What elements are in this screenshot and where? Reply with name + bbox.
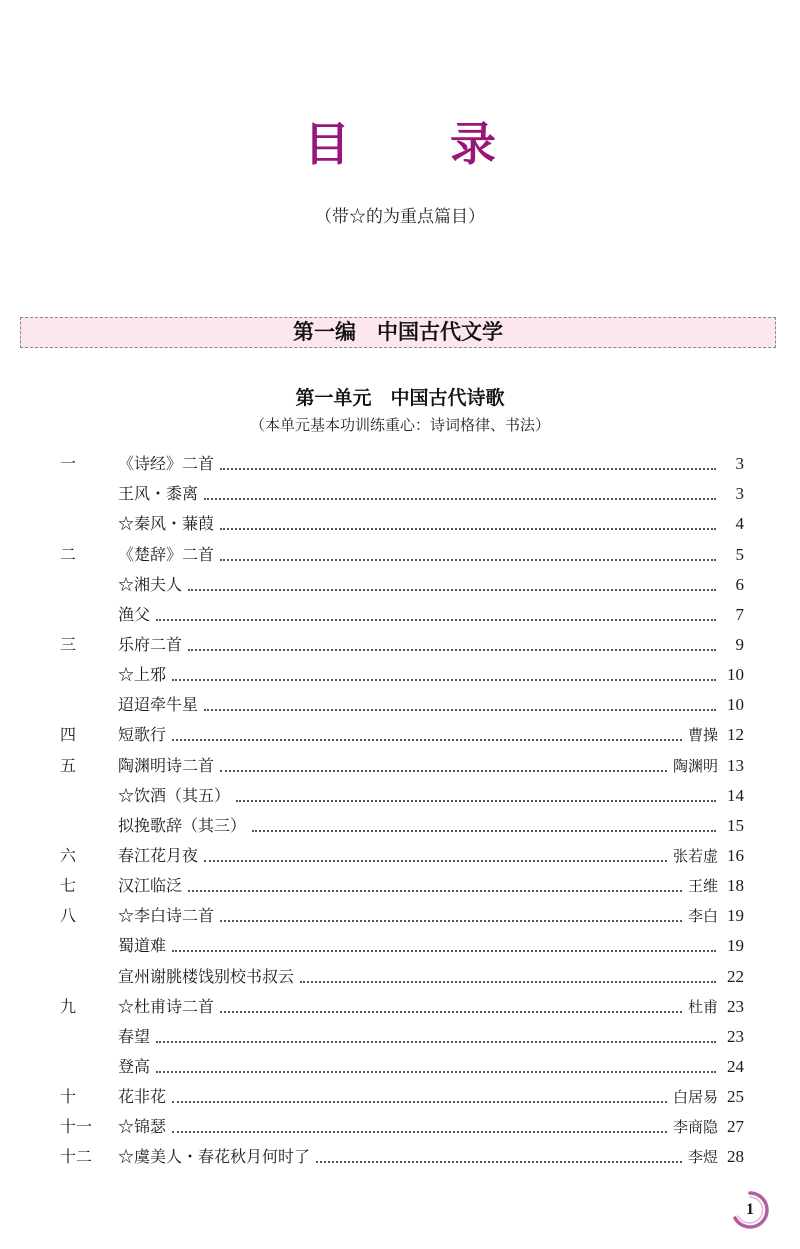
entry-author: 李商隐 xyxy=(672,1118,718,1137)
entry-author: 陶渊明 xyxy=(672,756,718,775)
dot-leader xyxy=(220,1011,682,1013)
toc-entry xyxy=(60,927,744,957)
toc-entry xyxy=(60,445,744,475)
dot-leader xyxy=(236,800,716,802)
toc-entry xyxy=(60,505,744,535)
entry-title: ☆湘夫人 xyxy=(118,574,183,594)
dot-leader xyxy=(156,619,716,621)
entry-title: ☆上邪 xyxy=(118,665,167,685)
table-of-contents xyxy=(60,445,744,1168)
entry-author: 曹操 xyxy=(687,726,718,745)
entry-number: 二 xyxy=(60,544,77,564)
page-title: 目录 xyxy=(304,117,596,171)
toc-entry xyxy=(60,686,744,716)
entry-page: 18 xyxy=(727,876,744,896)
entry-page: 12 xyxy=(727,725,744,745)
entry-number: 五 xyxy=(60,755,77,775)
entry-page: 10 xyxy=(727,665,744,685)
dot-leader xyxy=(220,528,716,530)
entry-author: 李白 xyxy=(687,907,718,926)
entry-number: 八 xyxy=(60,906,77,926)
entry-title: 《楚辞》二首 xyxy=(118,544,215,564)
entry-title: ☆饮酒（其五） xyxy=(118,785,231,805)
entry-title: 迢迢牵牛星 xyxy=(118,695,199,715)
toc-entry xyxy=(60,1018,744,1048)
page-number-badge xyxy=(730,1190,770,1230)
entry-title: 春江花月夜 xyxy=(118,845,199,865)
toc-entry xyxy=(60,777,744,807)
entry-author: 杜甫 xyxy=(687,997,718,1016)
toc-entry xyxy=(60,807,744,837)
entry-number: 一 xyxy=(60,454,77,474)
entry-title: ☆杜甫诗二首 xyxy=(118,996,215,1016)
entry-page: 24 xyxy=(727,1056,744,1076)
dot-leader xyxy=(172,1101,667,1103)
entry-title: 春望 xyxy=(118,1026,151,1046)
entry-title: 登高 xyxy=(118,1056,151,1076)
dot-leader xyxy=(172,739,682,741)
entry-number: 六 xyxy=(60,845,77,865)
entry-page: 16 xyxy=(727,845,744,865)
entry-page: 28 xyxy=(727,1147,744,1167)
page-subtitle: （带☆的为重点篇目） xyxy=(315,207,485,227)
entry-title: 乐府二首 xyxy=(118,634,183,654)
dot-leader xyxy=(220,770,667,772)
entry-author: 张若虚 xyxy=(672,846,718,865)
entry-title: 宣州谢朓楼饯别校书叔云 xyxy=(118,966,295,986)
entry-title: 汉江临泛 xyxy=(118,876,183,896)
entry-page: 19 xyxy=(727,936,744,956)
entry-page: 10 xyxy=(727,695,744,715)
toc-entry xyxy=(60,837,744,867)
entry-author: 王维 xyxy=(687,877,718,896)
entry-page: 9 xyxy=(735,634,744,654)
entry-page: 3 xyxy=(735,484,744,504)
entry-number: 十一 xyxy=(60,1117,93,1137)
toc-entry xyxy=(60,716,744,746)
toc-entry xyxy=(60,957,744,987)
toc-entry xyxy=(60,1108,744,1138)
entry-number: 四 xyxy=(60,725,77,745)
entry-title: 蜀道难 xyxy=(118,936,167,956)
entry-number: 九 xyxy=(60,996,77,1016)
entry-title: 短歌行 xyxy=(118,725,167,745)
dot-leader xyxy=(172,679,716,681)
unit-title: 第一单元 中国古代诗歌 xyxy=(295,387,505,409)
entry-page: 14 xyxy=(727,785,744,805)
dot-leader xyxy=(316,1161,682,1163)
entry-title: 陶渊明诗二首 xyxy=(118,755,215,775)
entry-author: 白居易 xyxy=(672,1088,718,1107)
entry-title: ☆李白诗二首 xyxy=(118,906,215,926)
dot-leader xyxy=(172,950,716,952)
toc-entry xyxy=(60,535,744,565)
entry-title: ☆秦风・蒹葭 xyxy=(118,514,215,534)
entry-page: 22 xyxy=(727,966,744,986)
entry-author: 李煜 xyxy=(687,1148,718,1167)
dot-leader xyxy=(172,1131,667,1133)
entry-page: 4 xyxy=(735,514,744,534)
toc-entry xyxy=(60,1048,744,1078)
entry-title: 王风・黍离 xyxy=(118,484,199,504)
entry-title: 渔父 xyxy=(118,604,151,624)
dot-leader xyxy=(156,1041,716,1043)
entry-title: 拟挽歌辞（其三） xyxy=(118,815,247,835)
entry-number: 十 xyxy=(60,1087,77,1107)
entry-page: 27 xyxy=(727,1117,744,1137)
dot-leader xyxy=(188,589,716,591)
toc-entry xyxy=(60,1138,744,1168)
dot-leader xyxy=(220,559,716,561)
dot-leader xyxy=(204,860,667,862)
page-number: 1 xyxy=(746,1201,754,1218)
entry-number: 三 xyxy=(60,634,77,654)
entry-page: 23 xyxy=(727,1026,744,1046)
toc-entry xyxy=(60,897,744,927)
toc-entry xyxy=(60,626,744,656)
entry-page: 13 xyxy=(727,755,744,775)
toc-entry xyxy=(60,746,744,776)
entry-title: 《诗经》二首 xyxy=(118,454,215,474)
entry-page: 6 xyxy=(735,574,744,594)
entry-page: 15 xyxy=(727,815,744,835)
toc-entry xyxy=(60,988,744,1018)
entry-page: 5 xyxy=(735,544,744,564)
dot-leader xyxy=(204,498,716,500)
dot-leader xyxy=(220,920,682,922)
dot-leader xyxy=(188,649,716,651)
entry-title: 花非花 xyxy=(118,1087,167,1107)
entry-page: 23 xyxy=(727,996,744,1016)
entry-number: 十二 xyxy=(60,1147,93,1167)
dot-leader xyxy=(188,890,682,892)
dot-leader xyxy=(156,1071,716,1073)
toc-entry xyxy=(60,475,744,505)
dot-leader xyxy=(252,830,716,832)
toc-entry xyxy=(60,656,744,686)
toc-entry xyxy=(60,1078,744,1108)
dot-leader xyxy=(204,709,716,711)
dot-leader xyxy=(300,981,716,983)
entry-title: ☆锦瑟 xyxy=(118,1117,167,1137)
toc-entry xyxy=(60,596,744,626)
dot-leader xyxy=(220,468,716,470)
toc-entry xyxy=(60,867,744,897)
toc-entry xyxy=(60,566,744,596)
entry-title: ☆虞美人・春花秋月何时了 xyxy=(118,1147,311,1167)
part-banner: 第一编 中国古代文学 xyxy=(20,317,776,348)
entry-page: 25 xyxy=(727,1087,744,1107)
entry-page: 7 xyxy=(735,604,744,624)
entry-number: 七 xyxy=(60,876,77,896)
entry-page: 19 xyxy=(727,906,744,926)
unit-note: （本单元基本功训练重心：诗词格律、书法） xyxy=(249,416,550,434)
entry-page: 3 xyxy=(735,454,744,474)
